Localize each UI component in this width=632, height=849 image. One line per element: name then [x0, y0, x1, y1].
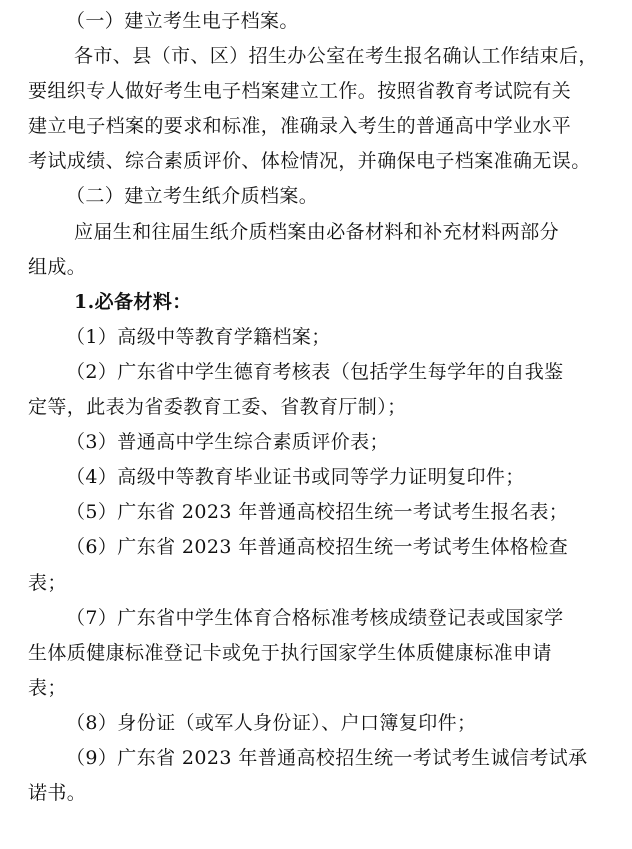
list-item-continuation: 表； — [28, 676, 67, 699]
paragraph-line: 各市、县（市、区）招生办公室在考生报名确认工作结束后， — [74, 45, 598, 68]
paragraph-line: 组成。 — [28, 255, 87, 278]
list-item: （5）广东省 2023 年普通高校招生统一考试考生报名表； — [66, 501, 569, 524]
list-item: （7）广东省中学生体育合格标准考核成绩登记表或国家学 — [66, 606, 564, 629]
section-heading-paper-archive: （二）建立考生纸介质档案。 — [66, 185, 319, 208]
list-item-continuation: 诺书。 — [28, 782, 87, 805]
subheading-required-materials: 1.必备材料： — [74, 290, 192, 313]
list-item: （8）身份证（或军人身份证）、户口簿复印件； — [66, 711, 477, 734]
list-item-continuation: 定等，此表为省委教育工委、省教育厅制）； — [28, 396, 407, 419]
document-body — [28, 4, 614, 811]
paragraph-line: 建立电子档案的要求和标准，准确录入考生的普通高中学业水平 — [28, 115, 572, 138]
paragraph-line: 应届生和往届生纸介质档案由必备材料和补充材料两部分 — [74, 220, 560, 243]
list-item: （3）普通高中学生综合素质评价表； — [66, 431, 389, 454]
list-item: （6）广东省 2023 年普通高校招生统一考试考生体格检查 — [66, 536, 569, 559]
paragraph-line: 考试成绩、综合素质评价、体检情况，并确保电子档案准确无误。 — [28, 150, 591, 173]
paragraph-line: 要组织专人做好考生电子档案建立工作。按照省教育考试院有关 — [28, 80, 572, 103]
section-heading-electronic-archive: （一）建立考生电子档案。 — [66, 10, 299, 32]
list-item: （2）广东省中学生德育考核表（包括学生每学年的自我鉴 — [66, 360, 564, 383]
list-item-continuation: 表； — [28, 571, 67, 594]
list-item: （1）高级中等教育学籍档案； — [66, 325, 331, 348]
list-item-continuation: 生体质健康标准登记卡或免于执行国家学生体质健康标准申请 — [28, 641, 552, 664]
list-item: （4）高级中等教育毕业证书或同等学力证明复印件； — [66, 466, 525, 489]
list-item: （9）广东省 2023 年普通高校招生统一考试考生诚信考试承 — [66, 746, 588, 769]
